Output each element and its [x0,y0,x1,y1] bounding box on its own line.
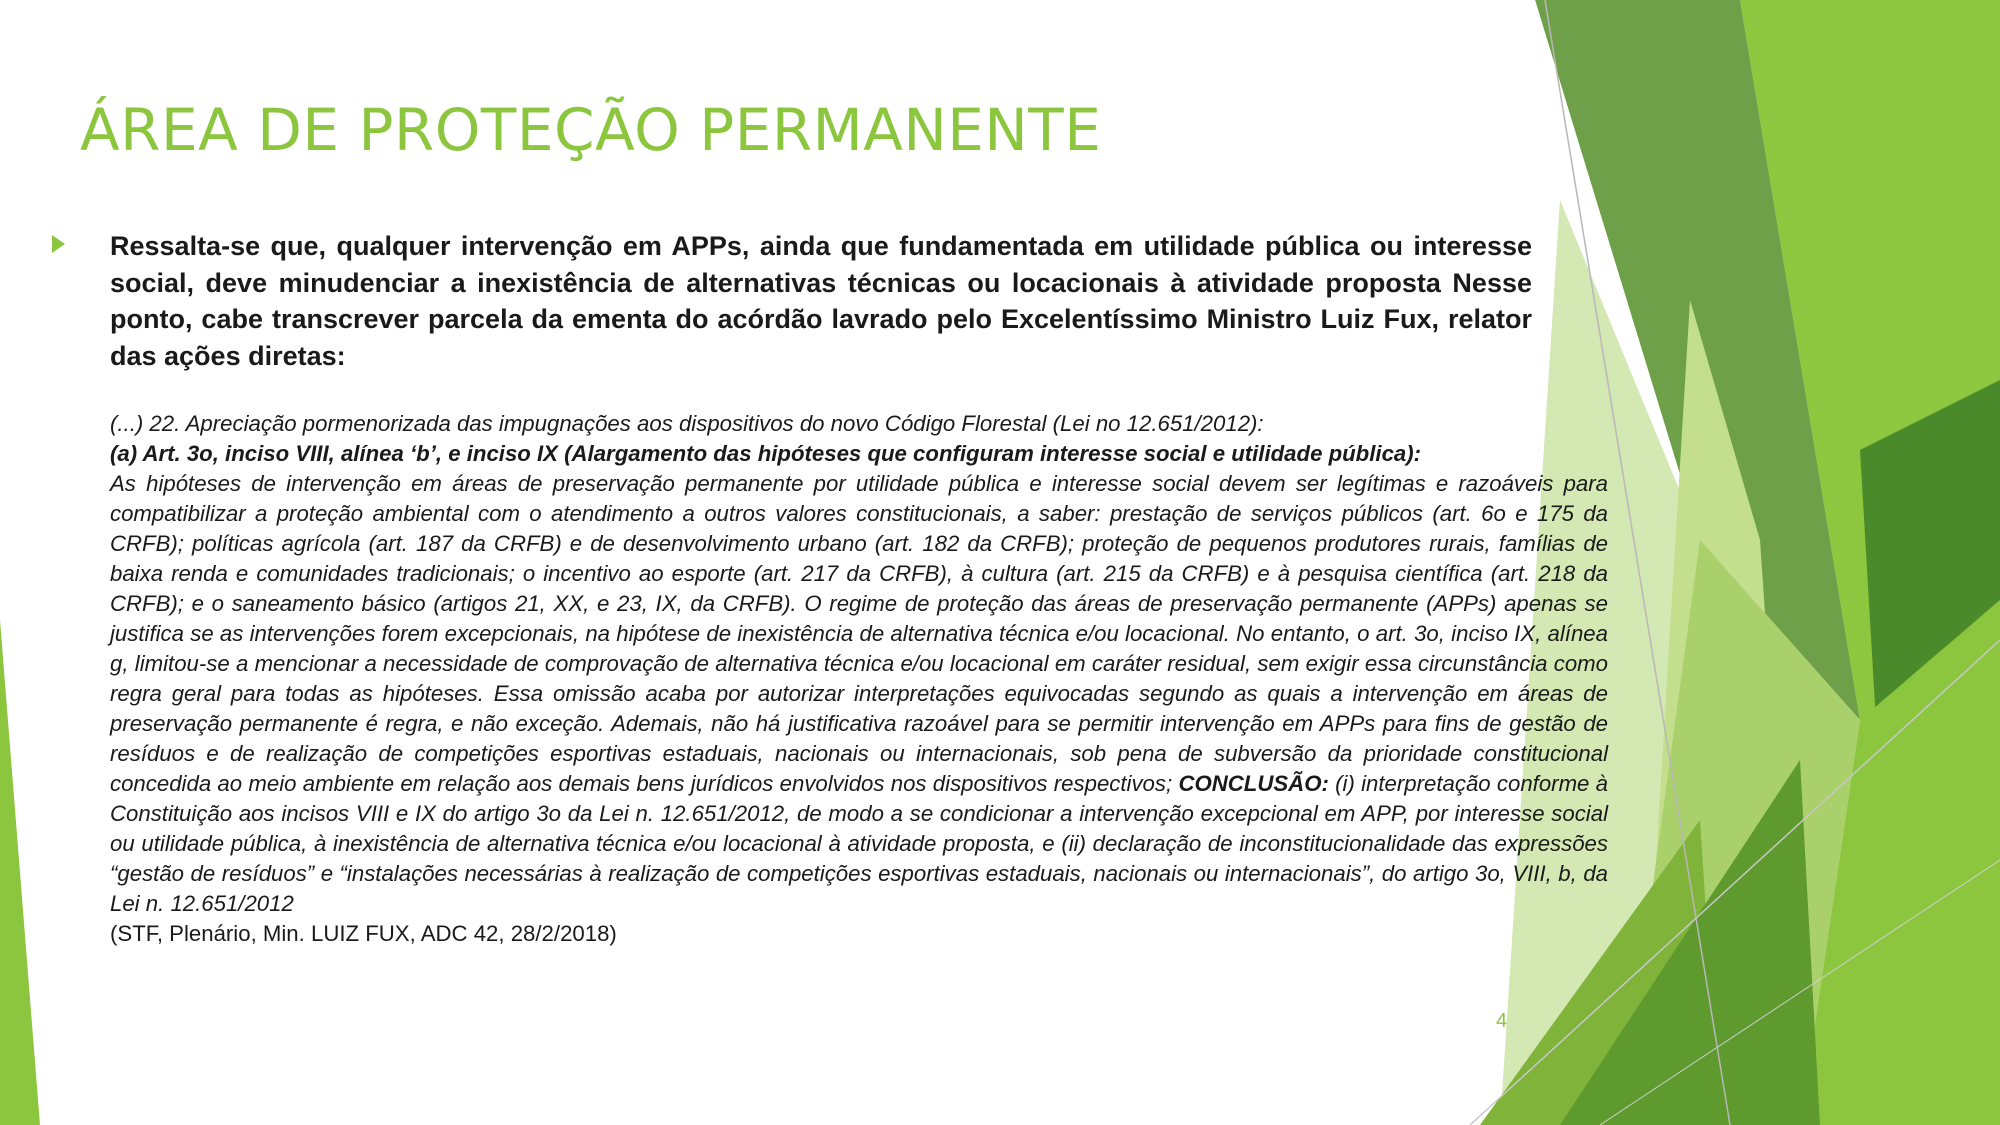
quote-body-paragraph [110,469,1608,919]
bullet-item [52,228,1532,374]
quote-citation: (STF, Plenário, Min. LUIZ FUX, ADC 42, 28/2/2018) [110,921,617,946]
bullet-text: Ressalta-se que, qualquer intervenção em APPs, ainda que fundamentada em utilidade pública ou interesse social, deve minudenciar a inexistência de alternativas técnicas ou locacionais à atividade proposta Nesse ponto, cabe transcrever parcela da ementa do acórdão lavrado pelo Excelentíssimo Ministro Luiz Fux, relator das ações diretas: [110,231,1532,371]
ementa-quote [110,409,1608,949]
quote-intro: (...) 22. Apreciação pormenorizada das impugnações aos dispositivos do novo Código Florestal (Lei no 12.651/2012): [110,411,1264,436]
quote-body: As hipóteses de intervenção em áreas de preservação permanente por utilidade pública e interesse social devem ser legítimas e razoáveis para compatibilizar a proteção ambiental com o atendimento a outros valores constitucionais, a saber: prestação de serviços públicos (art. 6o e 175 da CRFB); políticas agrícola (art. 187 da CRFB) e de desenvolvimento urbano (art. 182 da CRFB); proteção de pequenos produtores rurais, famílias de baixa renda e comunidades tradicionais; o incentivo ao esporte (art. 217 da CRFB), à cultura (art. 215 da CRFB) e à pesquisa científica (art. 218 da CRFB); e o saneamento básico (artigos 21, XX, e 23, IX, da CRFB). O regime de proteção das áreas de preservação permanente (APPs) apenas se justifica se as intervenções forem excepcionais, na hipótese de inexistência de alternativa técnica e/ou locacional. No entanto, o art. 3o, inciso IX, alínea g, limitou-se a mencionar a necessidade de comprovação de alternativa técnica e/ou locacional em caráter residual, sem exigir essa circunstância como regra geral para todas as hipóteses. Essa omissão acaba por autorizar interpretações equivocadas segundo as quais a intervenção em áreas de preservação permanente é regra, e não exceção. Ademais, não há justificativa razoável para se permitir intervenção em APPs para fins de gestão de resíduos e de realização de competições esportivas estaduais, nacionais ou internacionais, sob pena de subversão da prioridade constitucional concedida ao meio ambiente em relação aos demais bens jurídicos envolvidos nos dispositivos respectivos; [110,471,1608,796]
page-number: 4 [1496,1010,1508,1032]
slide-title: ÁREA DE PROTEÇÃO PERMANENTE [80,96,1102,164]
triangle-bullet-icon [52,235,65,253]
quote-conclusion-label: CONCLUSÃO: [1178,771,1329,796]
left-green-sliver [0,620,40,1125]
quote-conclusion: (i) interpretação conforme à Constituição aos incisos VIII e IX do artigo 3o da Lei n. 12.651/2012, de modo a se condicionar a intervenção excepcional em APP, por interesse social ou utilidade pública, à inexistência de alternativa técnica e/ou locacional à atividade proposta, e (ii) declaração de inconstitucionalidade das expressões “gestão de resíduos” e “instalações necessárias à realização de competições esportivas estaduais, nacionais ou internacionais”, do artigo 3o, VIII, b, da Lei n. 12.651/2012 [110,771,1609,916]
quote-heading: (a) Art. 3o, inciso VIII, alínea ‘b’, e inciso IX (Alargamento das hipóteses que configuram interesse social e utilidade pública): [110,441,1422,466]
